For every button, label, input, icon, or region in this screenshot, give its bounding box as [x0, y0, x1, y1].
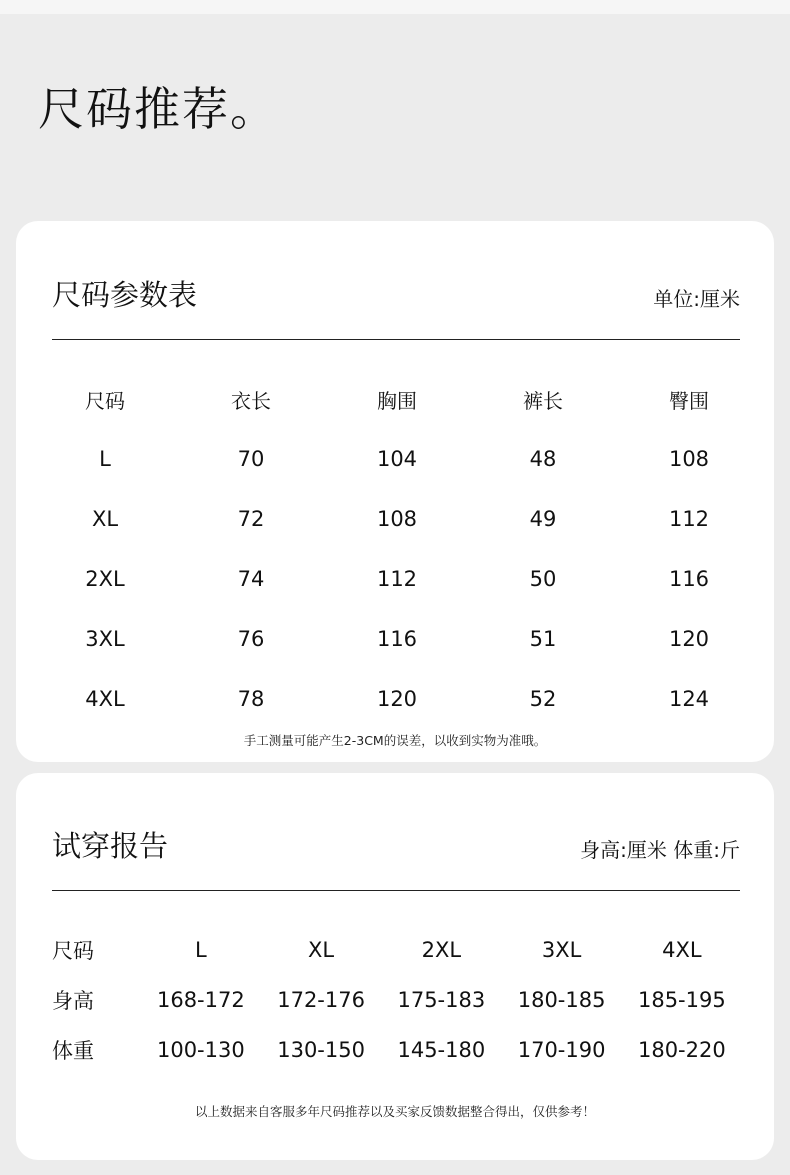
- header-cell: 臀围: [669, 388, 709, 413]
- table-cell: 74: [237, 567, 265, 591]
- table-cell: 120: [376, 687, 418, 711]
- fit-report-card: [16, 773, 774, 1160]
- table-cell: 124: [668, 687, 710, 711]
- fit-cell: 185-195: [637, 988, 726, 1012]
- fit-cell: 180-220: [637, 1038, 726, 1062]
- fit-report-title: 试穿报告: [52, 829, 169, 863]
- header-cell: 衣长: [231, 388, 271, 413]
- fit-cell: XL: [308, 938, 335, 962]
- table-cell: 112: [376, 567, 418, 591]
- fit-row-label: 尺码: [52, 939, 94, 963]
- size-chart-note: 手工测量可能产生2-3CM的误差，以收到实物为准哦。: [243, 733, 547, 748]
- fit-cell: 145-180: [397, 1038, 486, 1062]
- fit-cell: 175-183: [397, 988, 486, 1012]
- table-cell: 50: [529, 567, 557, 591]
- fit-report-unit: 身高:厘米 体重:斤: [580, 838, 740, 862]
- table-cell: 4XL: [85, 687, 125, 711]
- size-chart-header: [52, 221, 740, 341]
- fit-cell: 172-176: [277, 988, 365, 1012]
- table-cell: 120: [668, 627, 710, 651]
- size-chart-card: [16, 221, 774, 762]
- table-cell: 104: [376, 447, 418, 471]
- header-cell: 裤长: [523, 388, 563, 413]
- fit-row-weight: [52, 1025, 742, 1075]
- table-cell: 48: [529, 447, 557, 471]
- table-row: [32, 669, 762, 729]
- header-cell: 尺码: [85, 388, 125, 413]
- fit-cell: 3XL: [541, 938, 582, 962]
- header-cell: 胸围: [377, 388, 417, 413]
- fit-row-size: [52, 925, 742, 975]
- table-cell: 52: [529, 687, 557, 711]
- fit-row-height: [52, 975, 742, 1025]
- fit-cell: 100-130: [156, 1038, 245, 1062]
- table-cell: 116: [376, 627, 418, 651]
- fit-report-header: [52, 773, 740, 893]
- table-cell: 112: [668, 507, 710, 531]
- fit-report-divider: [52, 890, 740, 891]
- table-cell: 108: [668, 447, 710, 471]
- fit-report-table: [52, 925, 742, 1075]
- fit-cell: 170-190: [517, 1038, 606, 1062]
- table-row: [32, 609, 762, 669]
- top-strip: [0, 0, 790, 14]
- fit-cell: 180-185: [517, 988, 606, 1012]
- table-cell: 76: [237, 627, 265, 651]
- fit-row-label: 身高: [52, 989, 94, 1013]
- table-cell: L: [99, 447, 111, 471]
- fit-report-note: 以上数据来自客服多年尺码推荐以及买家反馈数据整合得出，仅供参考！: [194, 1104, 595, 1119]
- table-cell: XL: [91, 507, 119, 531]
- table-cell: 116: [668, 567, 710, 591]
- fit-cell: L: [194, 938, 207, 962]
- table-cell: 78: [237, 687, 265, 711]
- table-row: [32, 549, 762, 609]
- table-row: [32, 489, 762, 549]
- table-row: [32, 429, 762, 489]
- size-chart-unit: 单位:厘米: [653, 287, 740, 311]
- table-cell: 70: [237, 447, 265, 471]
- table-cell: 72: [237, 507, 265, 531]
- size-chart-table: [32, 369, 762, 729]
- fit-cell: 168-172: [156, 988, 245, 1012]
- table-cell: 49: [529, 507, 557, 531]
- size-chart-title: 尺码参数表: [52, 278, 198, 312]
- fit-cell: 130-150: [277, 1038, 365, 1062]
- table-cell: 3XL: [85, 627, 125, 651]
- table-cell: 2XL: [85, 567, 125, 591]
- size-chart-header-row: [32, 369, 762, 429]
- fit-row-label: 体重: [52, 1039, 94, 1063]
- fit-cell: 4XL: [662, 938, 702, 962]
- table-cell: 51: [529, 627, 557, 651]
- table-cell: 108: [376, 507, 418, 531]
- size-chart-divider: [52, 339, 740, 340]
- page-title: 尺码推荐。: [38, 82, 278, 136]
- fit-cell: 2XL: [421, 938, 462, 962]
